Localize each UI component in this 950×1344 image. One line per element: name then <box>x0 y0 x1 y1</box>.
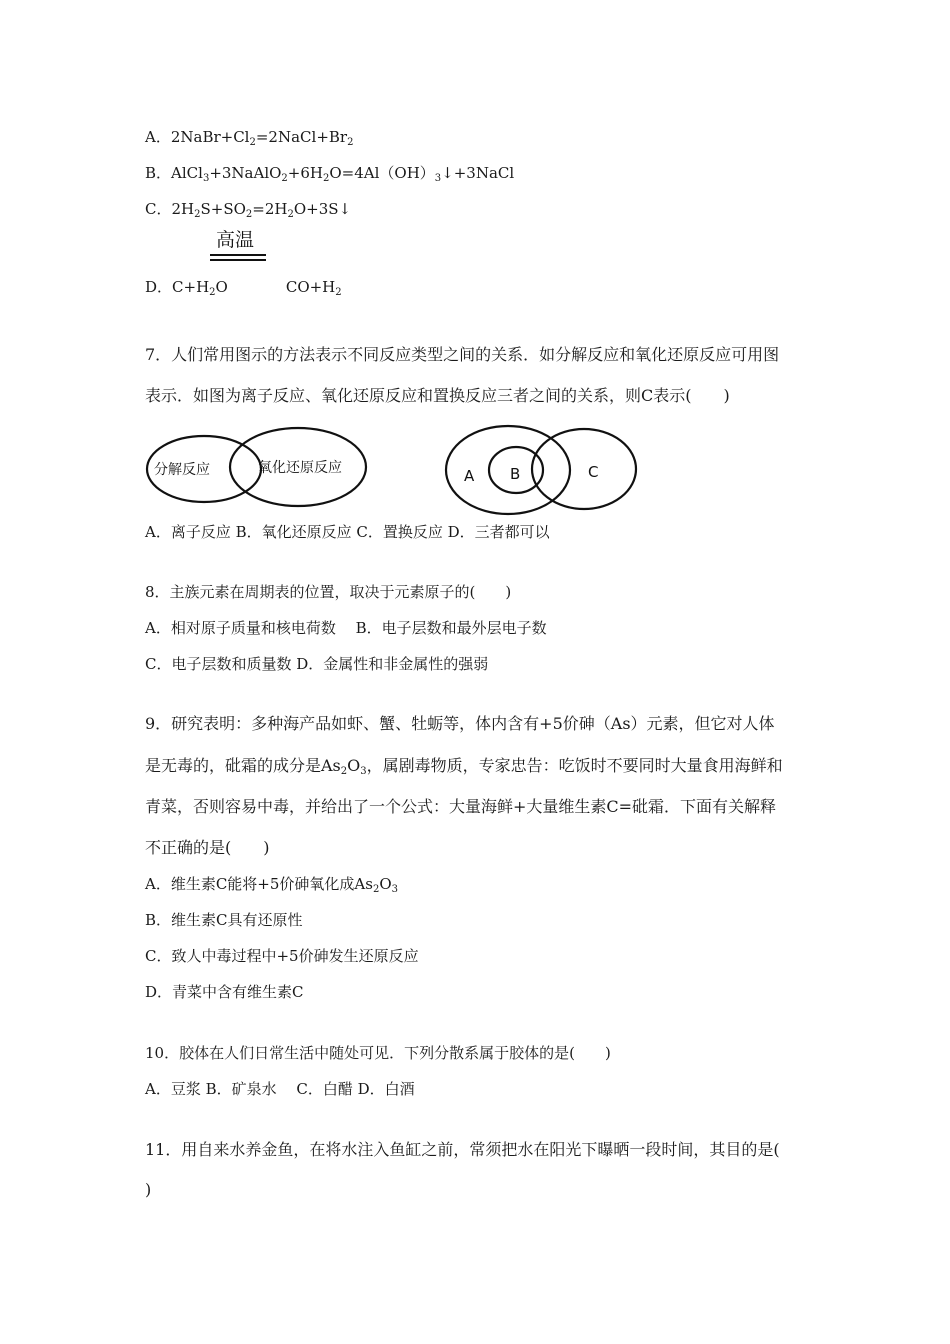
text: S+SO <box>200 200 246 218</box>
q9-option-a <box>145 874 398 894</box>
q8-options-line2: C．电子层数和质量数 D．金属性和非金属性的强弱 <box>145 655 489 673</box>
subscript: 2 <box>347 137 354 148</box>
subscript: 3 <box>202 173 210 184</box>
q7-stem-line2: 表示．如图为离子反应、氧化还原反应和置换反应三者之间的关系，则C表示( ) <box>145 386 730 405</box>
subscript: 2 <box>249 137 256 148</box>
q6-option-b <box>145 163 514 183</box>
text: C．2H <box>145 200 195 218</box>
text: 是无毒的，砒霜的成分是As <box>145 756 341 775</box>
q9-option-c: C．致人中毒过程中+5价砷发生还原反应 <box>145 947 419 965</box>
text: A．维生素C能将+5价砷氧化成As <box>145 875 373 893</box>
text: CO+H <box>285 278 336 296</box>
text: O=4Al（OH） <box>329 164 435 182</box>
reaction-types-venn-diagram <box>440 418 645 518</box>
q11-stem-line1: 11．用自来水养金鱼，在将水注入鱼缸之前，常须把水在阳光下曝晒一段时间，其目的是( <box>145 1140 780 1159</box>
text: +6H <box>287 164 323 182</box>
text: =2NaCl+Br <box>255 128 348 146</box>
q11-stem-line2: ) <box>145 1180 152 1199</box>
q7-options: A．离子反应 B．氧化还原反应 C．置换反应 D．三者都可以 <box>145 523 550 541</box>
label-b: B <box>510 465 521 483</box>
q8-options-line1: A．相对原子质量和核电荷数 B．电子层数和最外层电子数 <box>145 619 547 637</box>
q9-stem-line1: 9．研究表明：多种海产品如虾、蟹、牡蛎等，体内含有+5价砷（As）元素，但它对人体 <box>145 714 775 733</box>
subscript: 2 <box>323 173 330 184</box>
text: O <box>347 756 361 775</box>
text: +3NaAlO <box>209 164 282 182</box>
reaction-condition: 高温 <box>216 229 255 251</box>
subscript: 3 <box>360 766 367 777</box>
subscript: 3 <box>391 884 399 895</box>
label-c: C <box>588 463 599 481</box>
q9-option-b: B．维生素C具有还原性 <box>145 911 303 929</box>
label-a: A <box>464 467 475 485</box>
q6-option-c <box>145 199 351 219</box>
text: ↓+3NaCl <box>441 164 515 182</box>
q6-option-d <box>145 277 342 297</box>
subscript: 2 <box>194 209 201 220</box>
subscript: 2 <box>335 287 342 298</box>
circle-c <box>532 429 636 509</box>
subscript: 2 <box>287 209 294 220</box>
q10-options: A．豆浆 B．矿泉水 C．白醋 D．白酒 <box>145 1080 415 1098</box>
subscript: 3 <box>434 173 442 184</box>
text: O <box>379 875 392 893</box>
q9-stem-line4: 不正确的是( ) <box>145 838 270 857</box>
subscript: 2 <box>372 884 380 895</box>
text: A．2NaBr+Cl <box>145 128 250 146</box>
text: =2H <box>252 200 288 218</box>
q6-option-a <box>145 127 353 147</box>
q10-stem: 10．胶体在人们日常生活中随处可见．下列分散系属于胶体的是( ) <box>145 1044 611 1062</box>
subscript: 2 <box>209 287 216 298</box>
decomposition-redox-diagram <box>140 425 380 510</box>
text: O <box>215 278 228 296</box>
subscript: 2 <box>281 173 288 184</box>
q9-stem-line3: 青菜，否则容易中毒，并给出了一个公式：大量海鲜+大量维生素C=砒霜．下面有关解释 <box>145 797 777 816</box>
text: ，属剧毒物质，专家忠告：吃饭时不要同时大量食用海鲜和 <box>366 756 783 775</box>
text: O+3S↓ <box>293 200 352 218</box>
q8-stem: 8．主族元素在周期表的位置，取决于元素原子的( ) <box>145 583 512 601</box>
q9-option-d: D．青菜中含有维生素C <box>145 983 304 1001</box>
decomposition-label: 分解反应 <box>154 462 210 478</box>
subscript: 2 <box>340 766 348 777</box>
condition-line-bottom <box>210 259 266 261</box>
q9-stem-line2 <box>145 756 783 776</box>
q7-stem-line1: 7．人们常用图示的方法表示不同反应类型之间的关系．如分解反应和氧化还原反应可用图 <box>145 345 780 364</box>
subscript: 2 <box>245 209 253 220</box>
text: B．AlCl <box>145 164 203 182</box>
redox-label: 氧化还原反应 <box>258 460 342 476</box>
text: D．C+H <box>145 278 210 296</box>
condition-line-top <box>210 254 266 256</box>
